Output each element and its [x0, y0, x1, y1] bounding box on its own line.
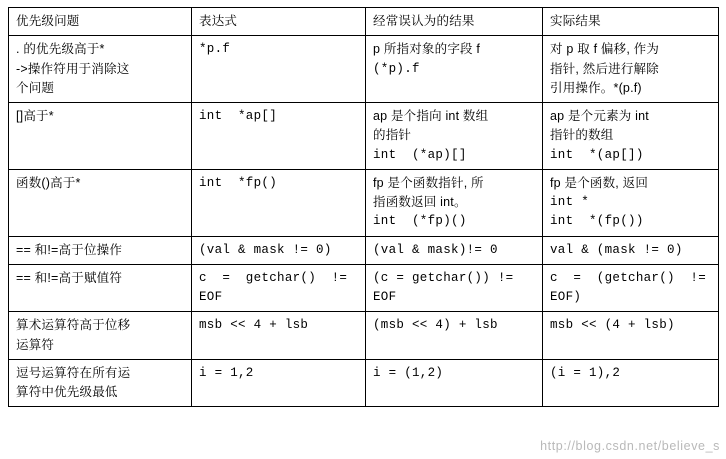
issue-line: []高于* — [16, 109, 54, 123]
table-header-row — [9, 8, 719, 36]
table-row — [9, 312, 719, 360]
issue-cell — [9, 36, 192, 103]
wrong-result-cell — [366, 236, 543, 264]
issue-line: 逗号运算符在所有运 — [16, 365, 131, 380]
actual-result-line: int *(ap[]) — [550, 147, 644, 162]
actual-result-line: EOF) — [550, 290, 582, 304]
wrong-result-cell — [366, 359, 543, 407]
actual-result-line: 引用操作。*(p.f) — [550, 80, 642, 95]
actual-result-cell — [543, 103, 719, 170]
actual-result-line: ap 是个元素为 int — [550, 109, 649, 123]
issue-line: ->操作符用于消除这 — [16, 61, 130, 76]
table-header-cell: 经常误认为的结果 — [366, 8, 543, 36]
expression-cell — [192, 312, 366, 360]
expression-cell — [192, 169, 366, 236]
watermark-text: http://blog.csdn.net/believe_s — [540, 439, 720, 453]
issue-line: 算术运算符高于位移 — [16, 318, 131, 333]
operator-priority-table — [8, 7, 719, 407]
issue-line: == 和!=高于位操作 — [16, 242, 123, 257]
wrong-result-line: p 所指对象的字段 f — [373, 42, 481, 57]
table-header-cell: 实际结果 — [543, 8, 719, 36]
issue-cell — [9, 169, 192, 236]
issue-line: 函数()高于* — [16, 175, 81, 190]
actual-result-line: 指针的数组 — [550, 128, 614, 143]
wrong-result-line: (c = getchar()) != — [373, 270, 514, 285]
priority-table-container — [8, 7, 718, 407]
wrong-result-line: (val & mask)!= 0 — [373, 242, 498, 257]
actual-result-cell — [543, 236, 719, 264]
wrong-result-line: EOF — [373, 290, 397, 304]
issue-line: . 的优先级高于* — [16, 42, 105, 57]
table-row — [9, 36, 719, 103]
actual-result-line: 指针, 然后进行解除 — [550, 61, 659, 76]
actual-result-line: (i = 1),2 — [550, 365, 621, 380]
actual-result-line: fp 是个函数, 返回 — [550, 175, 649, 190]
wrong-result-line: i = (1,2) — [373, 365, 444, 380]
table-header-cell: 表达式 — [192, 8, 366, 36]
actual-result-line: 对 p 取 f 偏移, 作为 — [550, 42, 660, 57]
actual-result-cell — [543, 359, 719, 407]
expression-line: EOF — [199, 290, 223, 304]
expression-cell — [192, 36, 366, 103]
expression-line: (val & mask != 0) — [199, 242, 332, 257]
wrong-result-line: int (*ap)[] — [373, 147, 467, 162]
issue-cell — [9, 359, 192, 407]
issue-line: 个问题 — [16, 80, 55, 95]
expression-line: *p.f — [199, 42, 231, 57]
table-row — [9, 169, 719, 236]
issue-line: 算符中优先级最低 — [16, 385, 118, 399]
issue-cell — [9, 103, 192, 170]
expression-line: int *fp() — [199, 175, 278, 190]
issue-cell — [9, 264, 192, 312]
actual-result-cell — [543, 264, 719, 312]
expression-line: int *ap[] — [199, 109, 278, 123]
actual-result-line: msb << (4 + lsb) — [550, 318, 675, 333]
table-row — [9, 236, 719, 264]
actual-result-cell — [543, 312, 719, 360]
table-row — [9, 103, 719, 170]
actual-result-cell — [543, 36, 719, 103]
actual-result-line: val & (mask != 0) — [550, 242, 683, 257]
issue-line: == 和!=高于赋值符 — [16, 270, 123, 285]
wrong-result-line: fp 是个函数指针, 所 — [373, 175, 484, 190]
actual-result-line: int *(fp()) — [550, 214, 644, 229]
wrong-result-line: 的指针 — [373, 128, 412, 143]
issue-line: 运算符 — [16, 337, 55, 352]
expression-cell — [192, 264, 366, 312]
table-header-cell: 优先级问题 — [9, 8, 192, 36]
actual-result-cell — [543, 169, 719, 236]
actual-result-line: int * — [550, 195, 590, 209]
wrong-result-cell — [366, 169, 543, 236]
wrong-result-cell — [366, 264, 543, 312]
table-row — [9, 359, 719, 407]
wrong-result-line: int (*fp)() — [373, 214, 467, 229]
expression-cell — [192, 236, 366, 264]
wrong-result-cell — [366, 312, 543, 360]
wrong-result-cell — [366, 103, 543, 170]
expression-line: msb << 4 + lsb — [199, 318, 309, 333]
wrong-result-line: (msb << 4) + lsb — [373, 318, 498, 333]
wrong-result-line: (*p).f — [373, 61, 420, 76]
issue-cell — [9, 312, 192, 360]
expression-cell — [192, 103, 366, 170]
table-row — [9, 264, 719, 312]
wrong-result-line: 指函数返回 int。 — [373, 195, 467, 209]
expression-cell — [192, 359, 366, 407]
actual-result-line: c = (getchar() != — [550, 270, 707, 285]
issue-cell — [9, 236, 192, 264]
wrong-result-line: ap 是个指向 int 数组 — [373, 109, 489, 123]
expression-line: i = 1,2 — [199, 365, 254, 380]
expression-line: c = getchar() != — [199, 270, 348, 285]
wrong-result-cell — [366, 36, 543, 103]
